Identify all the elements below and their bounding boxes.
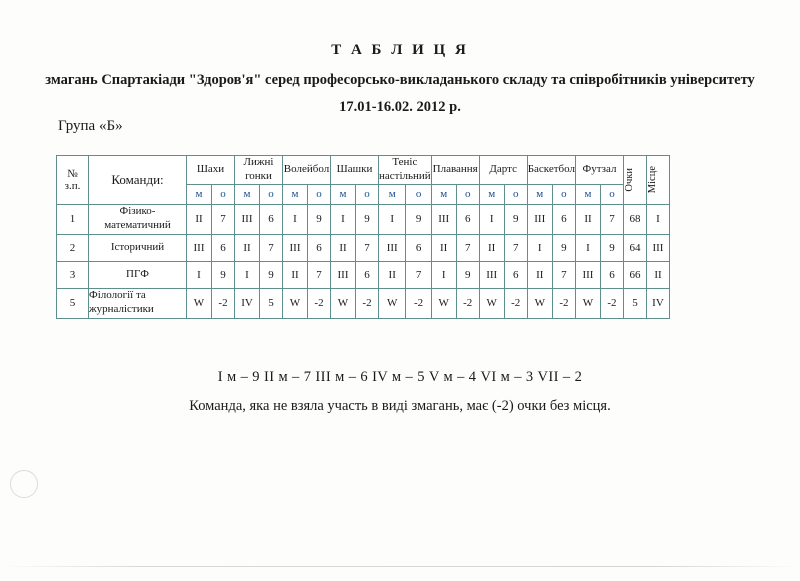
header-m-4: м (331, 184, 356, 204)
cell: 7 (456, 234, 479, 261)
cell: -2 (356, 288, 379, 318)
header-sport-volleyball-line1: Волейбол (283, 162, 330, 175)
header-place (646, 156, 669, 205)
row-team (89, 234, 187, 261)
header-sport-futsal-line1: Футзал (582, 162, 617, 175)
header-m-9: м (575, 184, 600, 204)
cell: II (431, 234, 456, 261)
cell: 9 (356, 204, 379, 234)
row-team (89, 288, 187, 318)
row-number: 2 (57, 234, 89, 261)
row-team-line1: Філології та (89, 289, 146, 302)
cell: -2 (504, 288, 527, 318)
cell: II (331, 234, 356, 261)
cell: W (331, 288, 356, 318)
title-block (0, 42, 800, 116)
row-points: 66 (623, 261, 646, 288)
cell: III (431, 204, 456, 234)
cell: 9 (504, 204, 527, 234)
header-o-8: о (552, 184, 575, 204)
header-m-7: м (479, 184, 504, 204)
header-place-label: Місце (646, 166, 658, 194)
points-legend: I м – 9 II м – 7 III м – 6 IV м – 5 V м – 4 VI м – 3 VII – 2 (217, 369, 583, 385)
header-sport-ski-line1: Лижні (243, 156, 274, 168)
cell: -2 (308, 288, 331, 318)
row-points: 68 (623, 204, 646, 234)
header-sport-swimming-line1: Плавання (432, 162, 478, 175)
header-sport-basketball-line1: Баскетбол (527, 162, 575, 175)
cell: II (527, 261, 552, 288)
cell: 6 (308, 234, 331, 261)
document-dates: 17.01-16.02. 2012 р. (339, 99, 461, 115)
cell: II (479, 234, 504, 261)
cell: III (235, 204, 260, 234)
cell: III (187, 234, 212, 261)
cell: 9 (456, 261, 479, 288)
header-o-9: о (600, 184, 623, 204)
header-o-6: о (456, 184, 479, 204)
cell: 9 (600, 234, 623, 261)
header-points-label: Очки (623, 167, 635, 192)
header-o-2: о (260, 184, 283, 204)
cell: 7 (212, 204, 235, 234)
cell: 7 (552, 261, 575, 288)
cell: II (187, 204, 212, 234)
cell: 7 (504, 234, 527, 261)
header-points (623, 156, 646, 205)
cell: III (379, 234, 406, 261)
row-place: II (646, 261, 669, 288)
header-sport-tabletennis-line2: настільний (379, 169, 431, 182)
header-sport-tabletennis (379, 156, 432, 185)
header-sport-checkers-line1: Шашки (336, 162, 373, 175)
cell: I (283, 204, 308, 234)
cell: 6 (406, 234, 431, 261)
cell: W (479, 288, 504, 318)
cell: II (379, 261, 406, 288)
cell: I (431, 261, 456, 288)
cell: I (187, 261, 212, 288)
cell: 9 (212, 261, 235, 288)
scan-edge-line (0, 566, 800, 567)
cell: 7 (600, 204, 623, 234)
row-team-line2: математичний (104, 219, 171, 231)
scan-artifact (10, 470, 38, 498)
cell: 6 (260, 204, 283, 234)
row-place: I (646, 204, 669, 234)
cell: II (235, 234, 260, 261)
header-sport-chess (187, 156, 235, 185)
cell: 9 (406, 204, 431, 234)
group-label: Група «Б» (58, 118, 123, 134)
table-row (57, 261, 670, 288)
row-team-line1: Фізико- (119, 205, 156, 218)
cell: 6 (600, 261, 623, 288)
cell: 9 (308, 204, 331, 234)
header-sport-checkers (331, 156, 379, 185)
cell: 6 (356, 261, 379, 288)
header-sport-volleyball (283, 156, 331, 185)
row-points: 64 (623, 234, 646, 261)
header-teams: Команди: (89, 156, 187, 205)
cell: 6 (552, 204, 575, 234)
cell: I (527, 234, 552, 261)
table-row (57, 234, 670, 261)
page-title: Т А Б Л И Ц Я (331, 42, 469, 58)
row-team-line1: Історичний (110, 240, 165, 253)
header-o-5: о (406, 184, 431, 204)
header-sport-ski-line2: гонки (245, 169, 272, 182)
row-team-line2: журналістики (89, 303, 154, 315)
header-sport-darts-line1: Дартс (489, 162, 517, 175)
table-row (57, 204, 670, 234)
footer-note: Команда, яка не взяла участь в виді змагань, має (-2) очки без місця. (189, 398, 611, 414)
header-m-8: м (527, 184, 552, 204)
row-team-line1: ПГФ (126, 267, 149, 280)
row-team (89, 261, 187, 288)
cell: III (331, 261, 356, 288)
cell: W (527, 288, 552, 318)
header-sport-futsal (575, 156, 623, 185)
header-m-2: м (235, 184, 260, 204)
header-sport-darts (479, 156, 527, 185)
cell: IV (235, 288, 260, 318)
header-o-4: о (356, 184, 379, 204)
cell: 7 (260, 234, 283, 261)
header-sport-chess-line1: Шахи (196, 162, 225, 175)
cell: 7 (406, 261, 431, 288)
row-number: 1 (57, 204, 89, 234)
cell: I (575, 234, 600, 261)
cell: W (379, 288, 406, 318)
cell: -2 (552, 288, 575, 318)
cell: 6 (504, 261, 527, 288)
header-o-1: о (212, 184, 235, 204)
cell: II (575, 204, 600, 234)
header-sport-swimming (431, 156, 479, 185)
table-row (57, 288, 670, 318)
header-sport-basketball (527, 156, 575, 185)
cell: 5 (260, 288, 283, 318)
cell: W (575, 288, 600, 318)
table-header-row-sports (57, 156, 670, 185)
header-m-5: м (379, 184, 406, 204)
header-number-line1: № (67, 167, 78, 180)
cell: W (283, 288, 308, 318)
row-place: III (646, 234, 669, 261)
cell: -2 (600, 288, 623, 318)
document-subtitle: змагань Спартакіади "Здоров'я" серед професорсько-викладанького складу та співробітників університету (45, 72, 755, 88)
cell: -2 (456, 288, 479, 318)
cell: 9 (552, 234, 575, 261)
cell: I (235, 261, 260, 288)
cell: 7 (308, 261, 331, 288)
header-m-3: м (283, 184, 308, 204)
row-number: 3 (57, 261, 89, 288)
header-sport-tabletennis-line1: Теніс (392, 156, 418, 168)
header-o-7: о (504, 184, 527, 204)
cell: W (431, 288, 456, 318)
row-place: IV (646, 288, 669, 318)
cell: 9 (260, 261, 283, 288)
header-m-6: м (431, 184, 456, 204)
cell: III (575, 261, 600, 288)
row-points: 5 (623, 288, 646, 318)
cell: 6 (212, 234, 235, 261)
header-m-1: м (187, 184, 212, 204)
header-number (57, 156, 89, 205)
cell: 6 (456, 204, 479, 234)
results-table (56, 155, 670, 319)
cell: -2 (406, 288, 431, 318)
cell: I (379, 204, 406, 234)
cell: II (283, 261, 308, 288)
cell: 7 (356, 234, 379, 261)
header-o-3: о (308, 184, 331, 204)
cell: W (187, 288, 212, 318)
row-team (89, 204, 187, 234)
cell: III (527, 204, 552, 234)
cell: III (479, 261, 504, 288)
cell: III (283, 234, 308, 261)
header-sport-ski (235, 156, 283, 185)
header-number-line2: з.п. (64, 179, 81, 192)
row-number: 5 (57, 288, 89, 318)
cell: -2 (212, 288, 235, 318)
cell: I (331, 204, 356, 234)
cell: I (479, 204, 504, 234)
